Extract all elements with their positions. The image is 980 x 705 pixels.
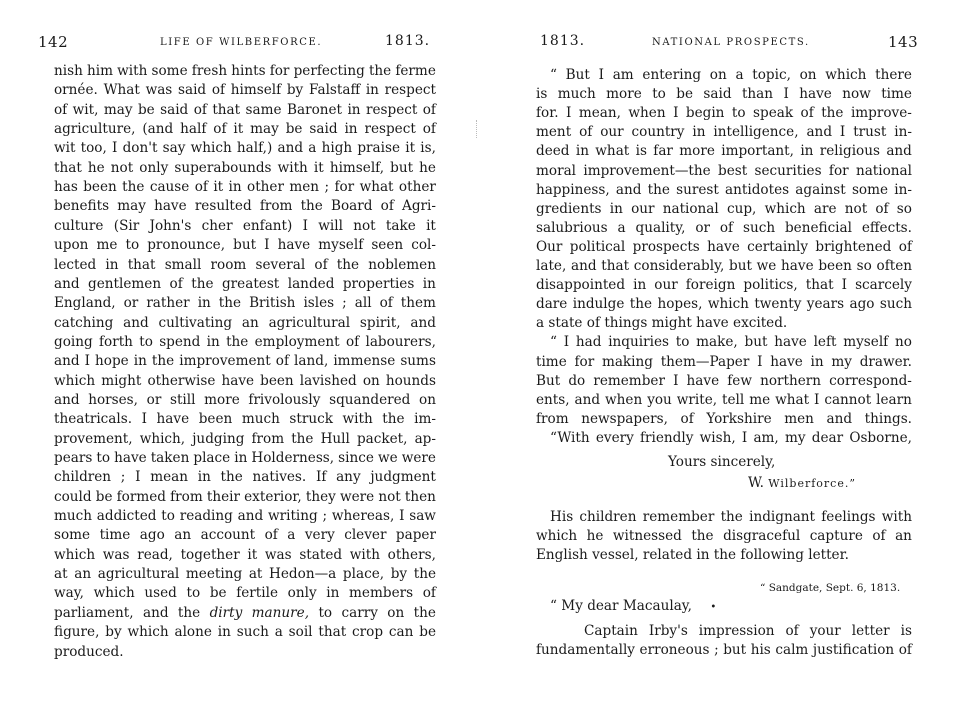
body-line: ornée. What was said of himself by Falstaff in respect (54, 82, 436, 99)
body-line: much addicted to reading and writing ; whereas, I saw (54, 508, 436, 525)
body-line: of wit, may be said of that same Baronet in respect of (54, 101, 436, 118)
salutation-mark: • (710, 602, 717, 613)
letter-line: late, and that considerably, but we have been so often (536, 258, 912, 274)
body-line: and I hope in the improvement of land, immense sums (54, 353, 436, 370)
body-line: which was read, together it was stated with others, (54, 546, 436, 563)
letter-body-line: Captain Irby's impression of your letter is (584, 623, 912, 639)
signature-initial: W. (748, 475, 764, 491)
letter-line: salubrious a quality, or of such beneficial effects. (536, 219, 912, 236)
letter-line: dare indulge the hopes, which twenty years ago such (536, 296, 912, 313)
body-line: at an agricultural meeting at Hedon—a place, by the (54, 566, 436, 583)
letter-line: ents, and when you write, tell me what I cannot learn (536, 391, 912, 408)
body-line: theatricals. I have been much struck with the im- (54, 411, 436, 428)
body-line: upon me to pronounce, but I have myself seen col- (54, 237, 436, 254)
letter-line: gredients in our national cup, which are not of so (536, 200, 912, 217)
letter-salutation (550, 598, 716, 614)
body-line: pears to have taken place in Holderness, since we were (54, 450, 436, 466)
narrative-line: which he witnessed the disgraceful capture of an (536, 528, 912, 545)
letter-line: “ But I am entering on a topic, on which there (550, 67, 912, 83)
salutation-text: “ My dear Macaulay, (550, 598, 693, 614)
body-line: and gentlemen of the greatest landed properties in (54, 275, 436, 292)
letter-line: a state of things might have excited. (536, 315, 788, 332)
body-line: culture (Sir John's cher enfant) I will not take it (54, 217, 436, 234)
body-line: nish him with some fresh hints for perfecting the ferme (54, 63, 436, 79)
left-year: 1813. (385, 33, 431, 49)
body-line: provement, which, judging from the Hull packet, ap- (54, 430, 436, 447)
body-line: benefits may have resulted from the Board of Agri- (54, 198, 436, 215)
letter-body-line: fundamentally erroneous ; but his calm justification of (536, 642, 912, 659)
letter-line: from newspapers, of Yorkshire men and things. (536, 410, 912, 427)
body-line: figure, by which alone in such a soil that crop can be (54, 624, 436, 641)
body-line: some time ago an account of a very clever paper (54, 527, 436, 544)
body-line: which might otherwise have been lavished on hounds (54, 372, 436, 389)
letter-line: disappointed in our foreign politics, that I scarcely (536, 277, 912, 294)
signature-name: Wilberforce.” (768, 477, 856, 490)
body-line: has been the cause of it in other men ; for what other (54, 179, 436, 196)
letter-line: ment of our country in intelligence, and I trust in- (536, 124, 912, 141)
narrative-line: English vessel, related in the following letter. (536, 547, 849, 564)
right-page (490, 0, 980, 705)
body-line: parliament, and the dirty manure, to carry on the (54, 604, 436, 621)
body-line: agriculture, (and half of it may be said in respect of (54, 121, 436, 138)
letter-line: time for making them—Paper I have in my drawer. (536, 353, 912, 370)
letter-line: deed in what is far more important, in religious and (536, 143, 912, 160)
body-line: way, which used to be fertile only in members of (54, 585, 436, 602)
letter-line: But do remember I have few northern correspond- (536, 372, 912, 389)
letter-closing: Yours sincerely, (668, 454, 776, 470)
letter-line: is much more to be said than I have now time (536, 86, 912, 103)
right-year: 1813. (540, 33, 586, 49)
letter-line: moral improvement—the best securities for national (536, 162, 912, 179)
right-page-number: 143 (888, 33, 919, 51)
body-line: that he not only superabounds with it himself, but he (54, 159, 436, 176)
letter-line: happiness, and the surest antidotes against some in- (536, 181, 912, 198)
body-line: lected in that small room several of the noblemen (54, 256, 436, 273)
letter-line: “ I had inquiries to make, but have left myself no (550, 334, 912, 351)
body-line: England, or rather in the British isles ; all of them (54, 295, 436, 312)
body-line: and horses, or still more frivolously squandered on (54, 391, 436, 408)
letter-line: “With every friendly wish, I am, my dear Osborne, (550, 429, 912, 446)
letter-dateline: “ Sandgate, Sept. 6, 1813. (760, 582, 901, 594)
letter-signature (748, 475, 856, 491)
letter-line: Our political prospects have certainly brightened of (536, 238, 912, 255)
body-line: produced. (54, 643, 124, 660)
narrative-line: His children remember the indignant feelings with (550, 509, 912, 525)
letter-line: for. I mean, when I begin to speak of the improve- (536, 105, 912, 122)
body-line: children ; I mean in the natives. If any judgment (54, 469, 436, 486)
gutter-mark (476, 120, 479, 138)
body-line: wit too, I don't say which half,) and a high praise it is, (54, 140, 436, 157)
body-line: could be formed from their exterior, they were not then (54, 488, 436, 505)
left-running-head: LIFE OF WILBERFORCE. (160, 37, 323, 48)
body-line: catching and cultivating an agricultural spirit, and (54, 314, 436, 331)
body-line: going forth to spend in the employment of labourers, (54, 333, 436, 350)
left-page-number: 142 (38, 33, 69, 51)
right-running-head: NATIONAL PROSPECTS. (652, 37, 810, 48)
